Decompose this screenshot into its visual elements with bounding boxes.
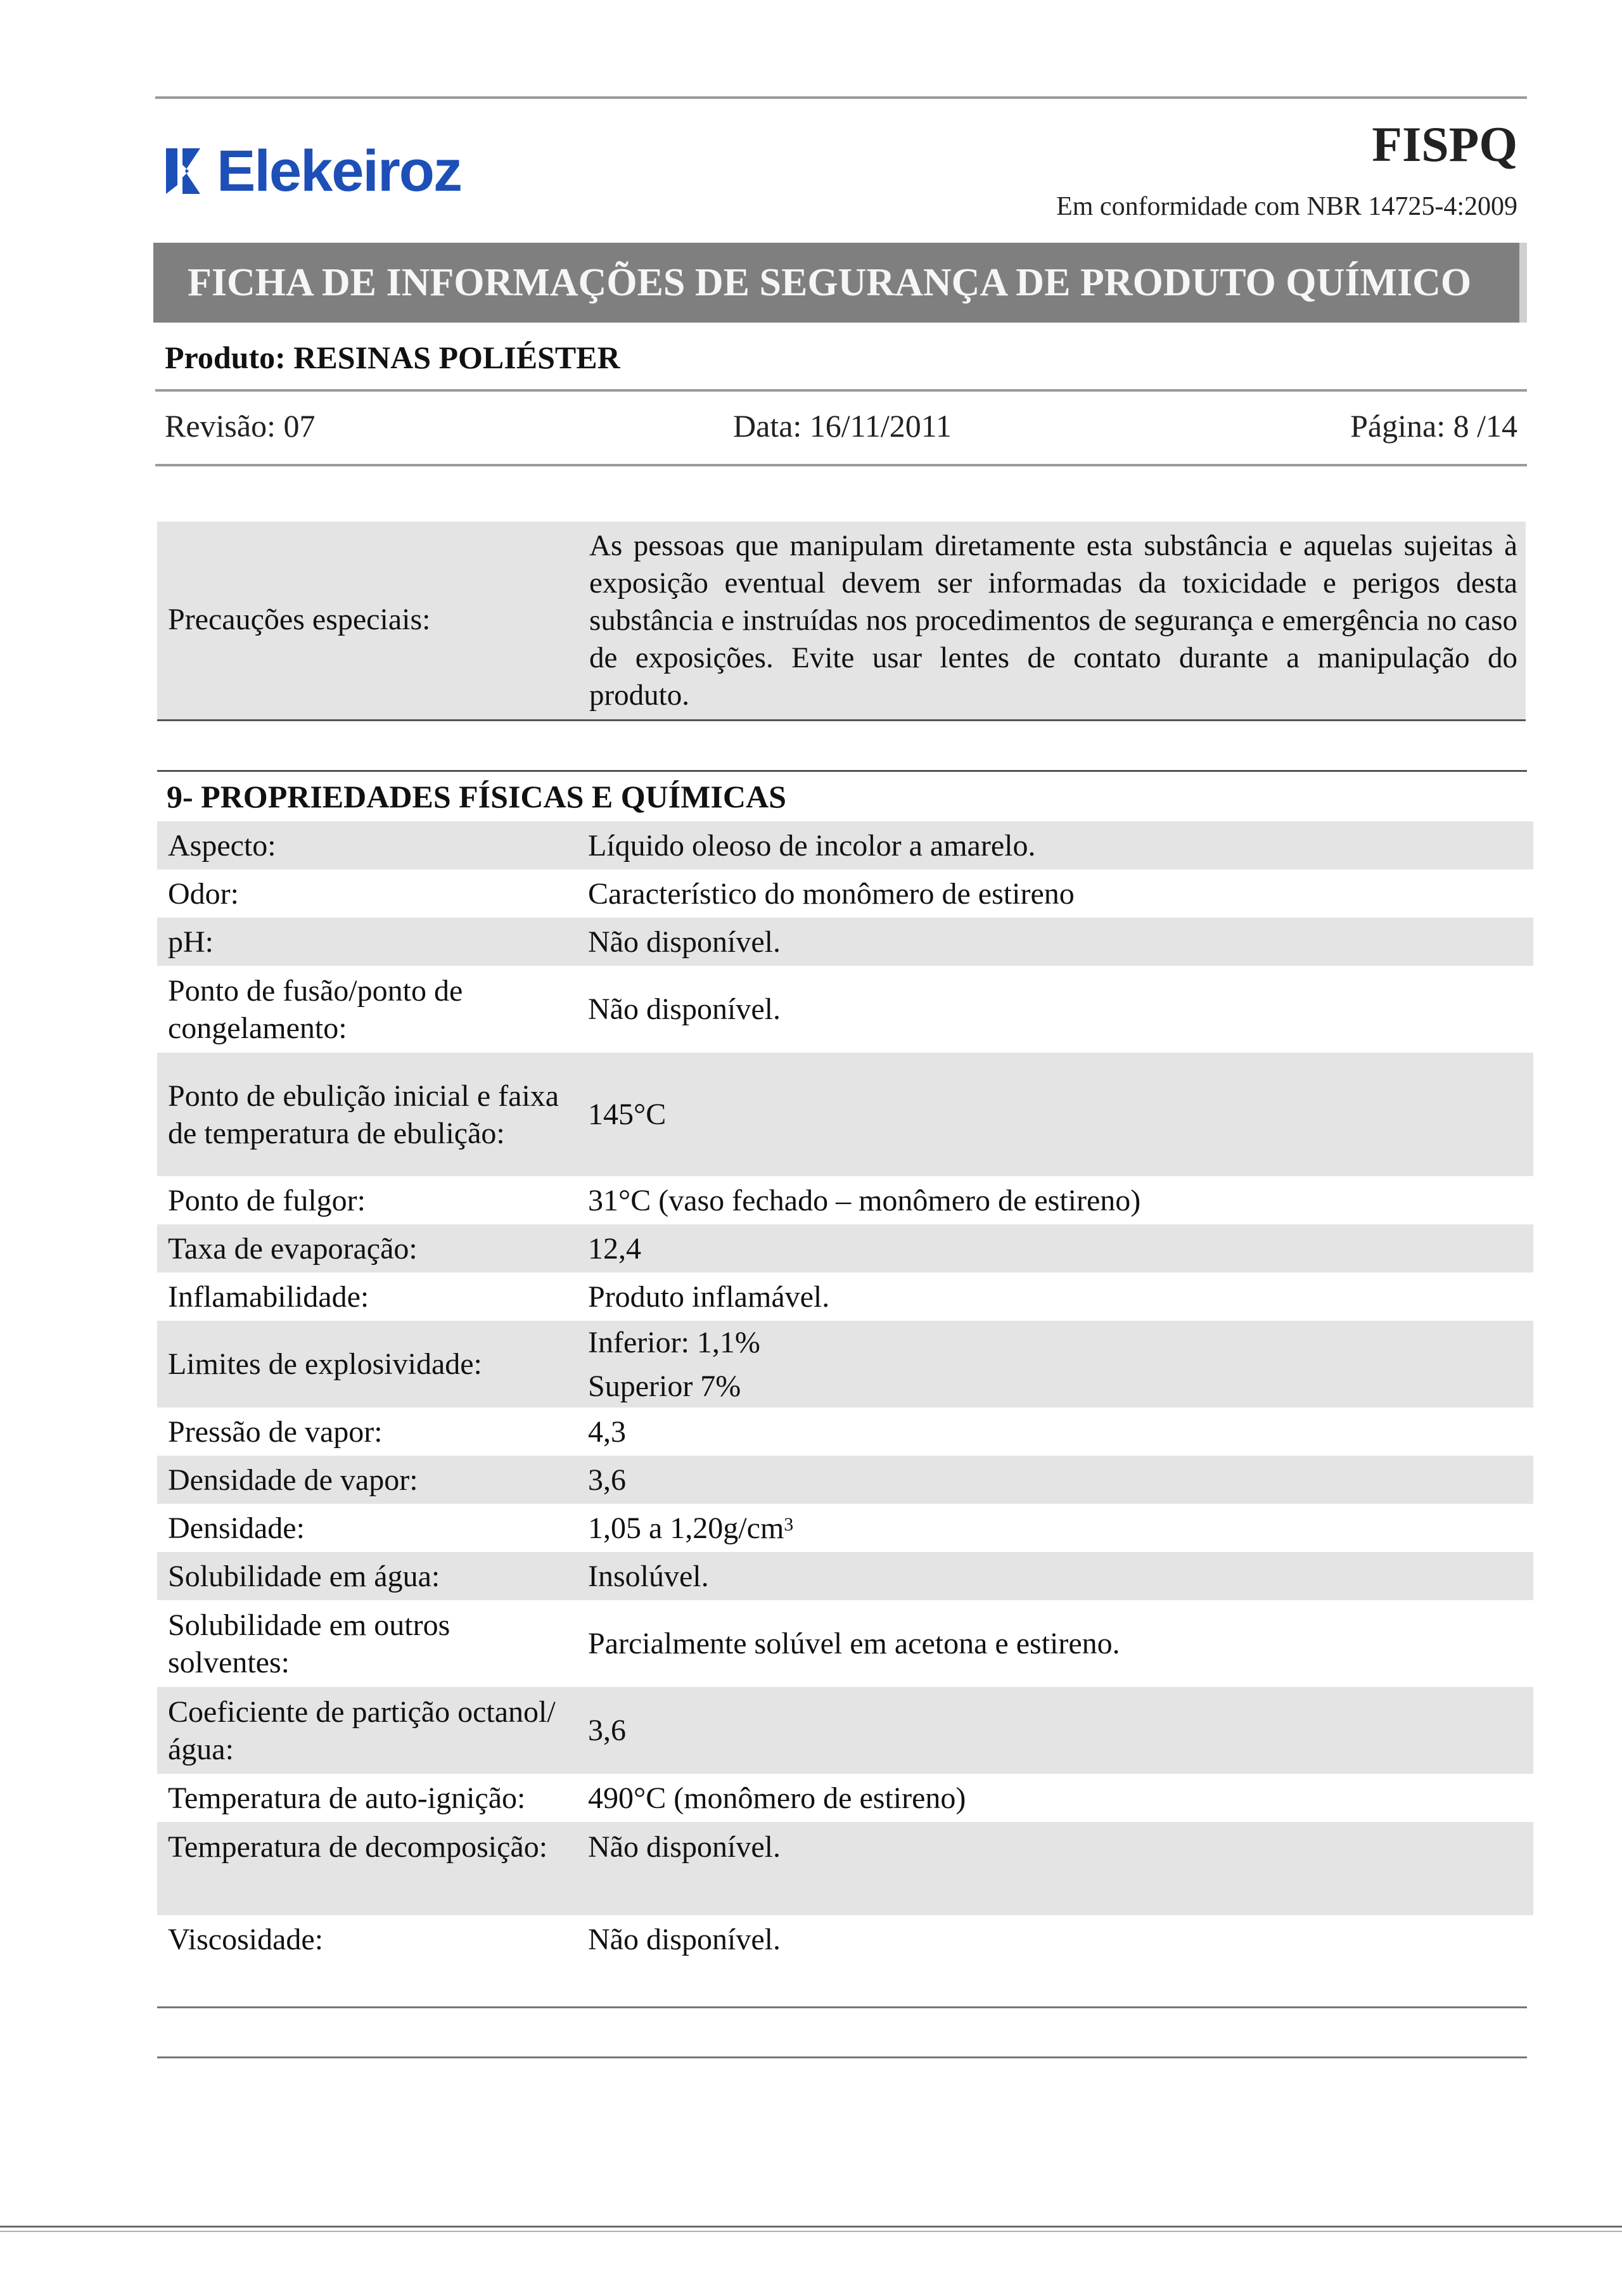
table-row	[157, 966, 1533, 1053]
property-label: Inflamabilidade:	[168, 1279, 369, 1314]
density-value: 1,05 a 1,20g/cm	[588, 1511, 784, 1545]
table-row	[157, 1504, 1533, 1552]
property-label: Ponto de fusão/ponto de congelamento:	[168, 973, 463, 1045]
table-row	[157, 821, 1533, 869]
property-value: Líquido oleoso de incolor a amarelo.	[577, 821, 1533, 869]
value-line: Inferior: 1,1%	[588, 1325, 760, 1359]
property-value: Não disponível.	[577, 1822, 1533, 1915]
conformity-note: Em conformidade com NBR 14725-4:2009	[1056, 192, 1517, 221]
page-bottom-rule-secondary	[0, 2231, 1622, 2232]
elekeiroz-logo-icon	[163, 146, 203, 196]
property-label: Temperatura de decomposição:	[157, 1822, 577, 1915]
property-value: Não disponível.	[577, 918, 1533, 966]
precautions-label: Precauções especiais:	[168, 603, 431, 636]
property-value: 3,6	[577, 1456, 1533, 1504]
top-rule	[155, 96, 1527, 99]
footer-rule	[157, 2056, 1527, 2058]
table-row	[157, 1915, 1533, 1963]
company-logo	[163, 139, 461, 203]
property-label: Densidade:	[168, 1511, 305, 1545]
section-title: 9- PROPRIEDADES FÍSICAS E QUÍMICAS	[167, 779, 786, 814]
logo-text: Elekeiroz	[217, 139, 461, 203]
document-code: FISPQ	[1372, 117, 1517, 172]
revision: Revisão: 07	[165, 408, 316, 444]
superscript: 3	[784, 1513, 794, 1535]
property-label: Ponto de ebulição inicial e faixa de temperatura de ebulição:	[157, 1053, 577, 1176]
page-number: Página: 8 /14	[1350, 408, 1517, 444]
property-label: Viscosidade:	[168, 1922, 324, 1956]
table-row	[157, 1456, 1533, 1504]
table-row	[157, 1176, 1533, 1224]
table-row	[157, 1053, 1533, 1176]
property-label: Coeficiente de partição octanol/água:	[157, 1687, 577, 1774]
property-label: Pressão de vapor:	[168, 1414, 383, 1449]
table-row	[157, 1774, 1533, 1822]
product-rule	[155, 389, 1527, 392]
table-row	[157, 1321, 1533, 1408]
property-label: Odor:	[168, 876, 239, 911]
property-label: Taxa de evaporação:	[157, 1224, 577, 1273]
section-bottom-rule	[157, 2006, 1527, 2008]
property-value: 4,3	[588, 1414, 626, 1449]
table-row	[157, 1687, 1533, 1774]
date: Data: 16/11/2011	[733, 408, 952, 444]
property-label: Densidade de vapor:	[157, 1456, 577, 1504]
table-row	[157, 1273, 1533, 1321]
table-row	[157, 869, 1533, 918]
table-row	[157, 918, 1533, 966]
property-value: 31°C (vaso fechado – monômero de estireno)	[588, 1183, 1141, 1217]
table-row	[157, 1600, 1533, 1687]
property-value	[577, 1504, 1533, 1552]
property-label: Solubilidade em água:	[157, 1552, 577, 1600]
property-value: Parcialmente solúvel em acetona e estireno.	[588, 1627, 1120, 1660]
table-row	[157, 1822, 1533, 1915]
page-bottom-rule	[0, 2226, 1622, 2228]
property-value: Não disponível.	[588, 992, 781, 1026]
property-value: 490°C (monômero de estireno)	[588, 1781, 966, 1815]
banner-title: FICHA DE INFORMAÇÕES DE SEGURANÇA DE PRODUTO QUÍMICO	[188, 261, 1472, 304]
title-banner	[153, 243, 1527, 323]
product-name: Produto: RESINAS POLIÉSTER	[165, 340, 620, 375]
property-label: pH:	[157, 918, 577, 966]
property-value: Insolúvel.	[577, 1552, 1533, 1600]
meta-rule	[155, 464, 1527, 466]
property-label: Solubilidade em outros solventes:	[168, 1608, 450, 1679]
table-row	[157, 1408, 1533, 1456]
property-value: Característico do monômero de estireno	[588, 876, 1075, 911]
property-label: Limites de explosividade:	[157, 1321, 577, 1408]
properties-table	[157, 821, 1533, 1963]
property-label: Temperatura de auto-ignição:	[168, 1781, 526, 1815]
value-line: Superior 7%	[588, 1369, 741, 1403]
property-value: 12,4	[577, 1224, 1533, 1273]
section-top-rule	[157, 770, 1527, 772]
property-value: 145°C	[577, 1053, 1533, 1176]
property-label: Aspecto:	[157, 821, 577, 869]
property-label: Ponto de fulgor:	[168, 1183, 366, 1217]
property-value: Produto inflamável.	[588, 1279, 830, 1314]
table-row	[157, 1552, 1533, 1600]
precautions-text: As pessoas que manipulam diretamente esta substância e aquelas sujeitas à exposição eventual devem ser informadas da toxicidade e perigos desta substância e instruídas nos procedimentos de segurança e emergência no caso de exposições. Evite usar lentes de contato durante a manipulação do produto.	[589, 529, 1517, 712]
property-value	[577, 1321, 1533, 1408]
property-value: Não disponível.	[588, 1922, 781, 1956]
table-row	[157, 1224, 1533, 1273]
property-value: 3,6	[577, 1687, 1533, 1774]
